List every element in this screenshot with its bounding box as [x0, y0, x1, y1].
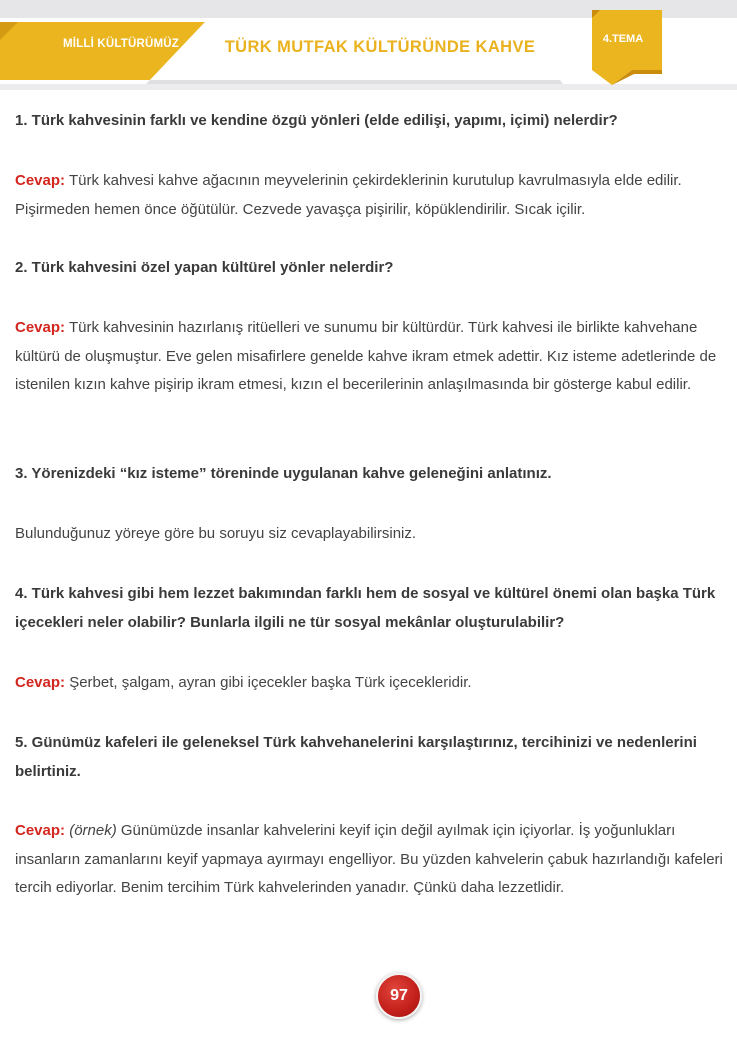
question-4: 4. Türk kahvesi gibi hem lezzet bakımından farklı hem de sosyal ve kültürel önemi olan başka Türk içecekleri neler olabilir? Bunlarla ilgili ne tür sosyal mekânlar oluşturulabilir? [15, 585, 716, 631]
header-title: TÜRK MUTFAK KÜLTÜRÜNDE KAHVE [224, 38, 536, 56]
theme-badge: 4.TEMA [602, 33, 644, 45]
answer-label: Cevap: [15, 822, 66, 839]
answer-4 [15, 669, 727, 698]
question-3: 3. Yörenizdeki “kız isteme” töreninde uygulanan kahve geleneğini anlatınız. [15, 465, 552, 482]
answer-label: Cevap: [15, 319, 66, 336]
question-1: 1. Türk kahvesinin farklı ve kendine özgü yönleri (elde edilişi, yapımı, içimi) nelerdir? [15, 112, 618, 129]
page-number-badge: 97 [376, 973, 422, 1019]
answer-label: Cevap: [15, 172, 66, 189]
answer-2 [15, 314, 727, 400]
question-2: 2. Türk kahvesini özel yapan kültürel yönler nelerdir? [15, 259, 394, 276]
question-5: 5. Günümüz kafeleri ile geleneksel Türk kahvehanelerini karşılaştırınız, tercihinizi ve nedenlerini belirtiniz. [15, 734, 697, 780]
answer-1 [15, 167, 727, 224]
answer-text: Günümüzde insanlar kahvelerini keyif için değil ayılmak için içiyorlar. İş yoğunlukları insanların zamanlarını keyif yapmaya ayırmayı engelliyor. Bu yüzden kahvelerin çabuk hazırlandığı kafeleri tercih ediyorlar. Benim tercihim Türk kahvelerinden yanadır. Çünkü daha lezzetlidir. [15, 822, 723, 896]
answer-3: Bulunduğunuz yöreye göre bu soruyu siz cevaplayabilirsiniz. [15, 525, 417, 542]
header-section-label: MİLLİ KÜLTÜRÜMÜZ [62, 38, 180, 50]
answer-text: Şerbet, şalgam, ayran gibi içecekler başka Türk içecekleridir. [69, 674, 472, 691]
page-header [0, 0, 737, 95]
example-tag: (örnek) [69, 822, 117, 839]
answer-label: Cevap: [15, 674, 66, 691]
answer-text: Türk kahvesinin hazırlanış ritüelleri ve sunumu bir kültürdür. Türk kahvesi ile birlikte kahvehane kültürü de oluşmuştur. Eve gelen misafirlere genelde kahve ikram etmek adettir. Kız isteme adetlerinde de istenilen kızın kahve pişirip ikram etmesi, kızın el becerilerinin anlaşılmasında bir gösterge kabul edilir. [15, 319, 717, 393]
answer-text: Türk kahvesi kahve ağacının meyvelerinin çekirdeklerinin kurutulup kavrulmasıyla elde edilir. Pişirmeden hemen önce öğütülür. Cezvede yavaşça pişirilir, köpüklendirilir. Sıcak içilir. [15, 172, 682, 218]
answer-5 [15, 817, 727, 903]
